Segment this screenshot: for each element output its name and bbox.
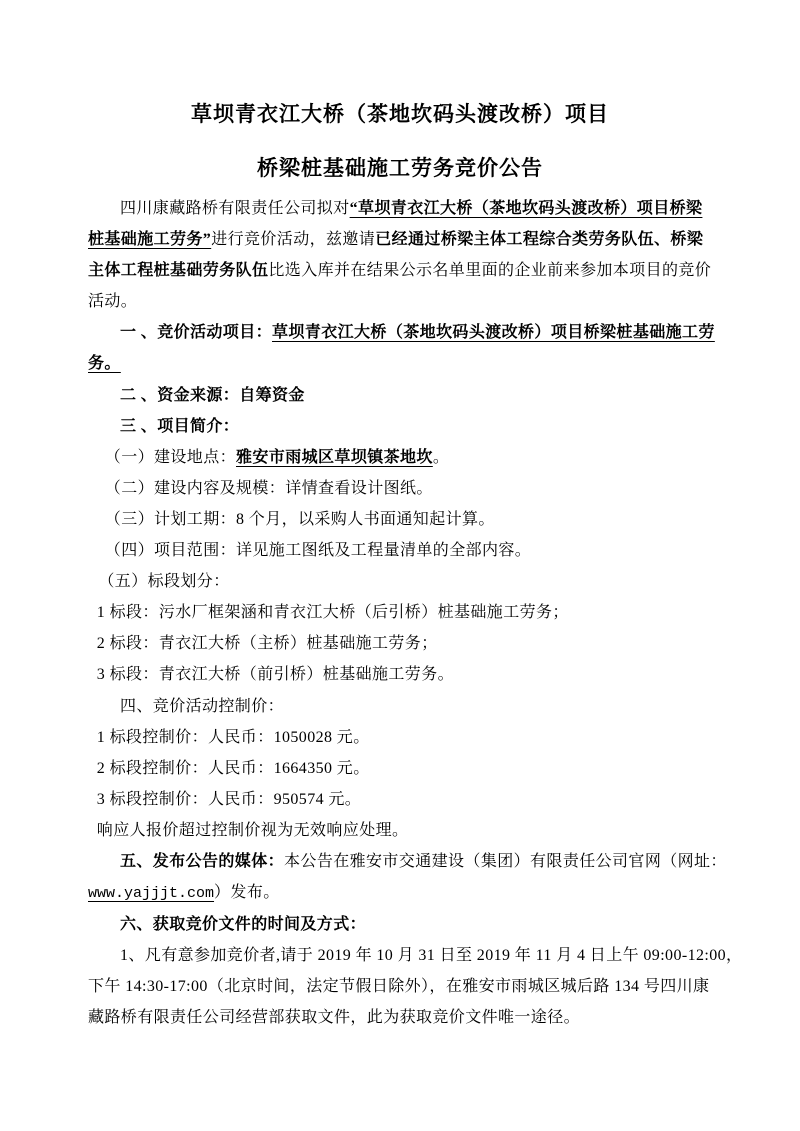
price-note: 响应人报价超过控制价视为无效响应处理。 <box>96 821 409 839</box>
section-6-item-1 <box>88 940 743 1033</box>
qualified-teams-bold: 已经通过桥梁主体工程综合类劳务队伍、桥梁 <box>375 231 704 249</box>
lot-2-description: 2 标段：青衣江大桥（主桥）桩基础施工劳务； <box>96 635 438 653</box>
section-1-label: 一 、竞价活动项目： <box>120 324 273 342</box>
acquisition-time-line1: 1、凡有意参加竞价者,请于 2019 年 10 月 31 日至 2019 年 11 月 4 日上午 09:00-12:00， <box>120 947 743 965</box>
price-lot-3: 3 标段控制价：人民币：950574 元。 <box>96 790 362 808</box>
section-1-project-name: 草坝青衣江大桥（茶地坎码头渡改桥）项目桥梁桩基础施工劳 <box>272 324 715 342</box>
section-3-project-overview: 三 、项目简介： <box>120 417 240 435</box>
intro-text-end: 活动。 <box>88 293 138 311</box>
sub-1-location <box>88 442 712 473</box>
sub-1-location-value: 雅安市雨城区草坝镇茶地坎 <box>236 448 433 466</box>
intro-company-text: 四川康藏路桥有限责任公司拟对 <box>120 200 350 217</box>
sub-3-schedule: （三）计划工期：8 个月，以采购人书面通知起计算。 <box>104 510 495 528</box>
sub-2-content-scale: （二）建设内容及规模：详情查看设计图纸。 <box>104 479 433 497</box>
acquisition-time-line3: 藏路桥有限责任公司经营部获取文件，此为获取竞价文件唯一途径。 <box>88 1009 581 1027</box>
project-name-quoted: “草坝青衣江大桥（茶地坎码头渡改桥）项目桥梁 <box>349 200 703 217</box>
sub-1-period: 。 <box>432 448 450 466</box>
document-title-line2: 桥梁桩基础施工劳务竞价公告 <box>257 156 543 180</box>
section-1-project-name-cont: 务。 <box>88 355 121 373</box>
section-6-document-acquisition: 六、获取竞价文件的时间及方式： <box>120 916 367 934</box>
price-lot-2: 2 标段控制价：人民币：1664350 元。 <box>96 759 370 777</box>
lot-1-description: 1 标段：污水厂框架涵和青衣江大桥（后引桥）桩基础施工劳务； <box>96 604 569 622</box>
intro-paragraph <box>88 193 712 317</box>
sub-4-project-scope: （四）项目范围：详见施工图纸及工程量清单的全部内容。 <box>104 542 532 560</box>
section-4-control-price: 四、竞价活动控制价： <box>120 697 285 715</box>
lot-3-description: 3 标段：青衣江大桥（前引桥）桩基础施工劳务。 <box>96 666 454 684</box>
section-2-funding-source: 二 、资金来源：自筹资金 <box>120 386 305 404</box>
intro-text: 进行竞价活动，兹邀请 <box>211 231 376 249</box>
document-body <box>88 193 743 1034</box>
section-5-body: 本公告在雅安市交通建设（集团）有限责任公司官网（网址： <box>284 852 727 870</box>
document-title-line1: 草坝青衣江大桥（茶地坎码头渡改桥）项目 <box>191 102 609 126</box>
qualified-teams-bold-cont: 主体工程桩基础劳务队伍 <box>88 262 269 280</box>
price-lot-1: 1 标段控制价：人民币：1050028 元。 <box>96 728 370 746</box>
section-5-announcement-media <box>88 846 727 909</box>
sub-5-lot-division: （五）标段划分： <box>98 573 230 591</box>
website-url: www.yajjjt.com <box>88 885 215 903</box>
section-5-label: 五、发布公告的媒体： <box>120 852 285 870</box>
section-1-bidding-project <box>88 317 715 379</box>
acquisition-time-line2: 下午 14:30-17:00（北京时间，法定节假日除外），在雅安市雨城区城后路 134 号四川康 <box>88 978 710 996</box>
section-5-end: ）发布。 <box>214 884 280 902</box>
project-name-quoted-cont: 桩基础施工劳务” <box>88 231 212 249</box>
intro-text-cont: 比选入库并在结果公示名单里面的企业前来参加本项目的竞价 <box>268 262 712 280</box>
sub-1-label: （一）建设地点： <box>104 448 236 466</box>
